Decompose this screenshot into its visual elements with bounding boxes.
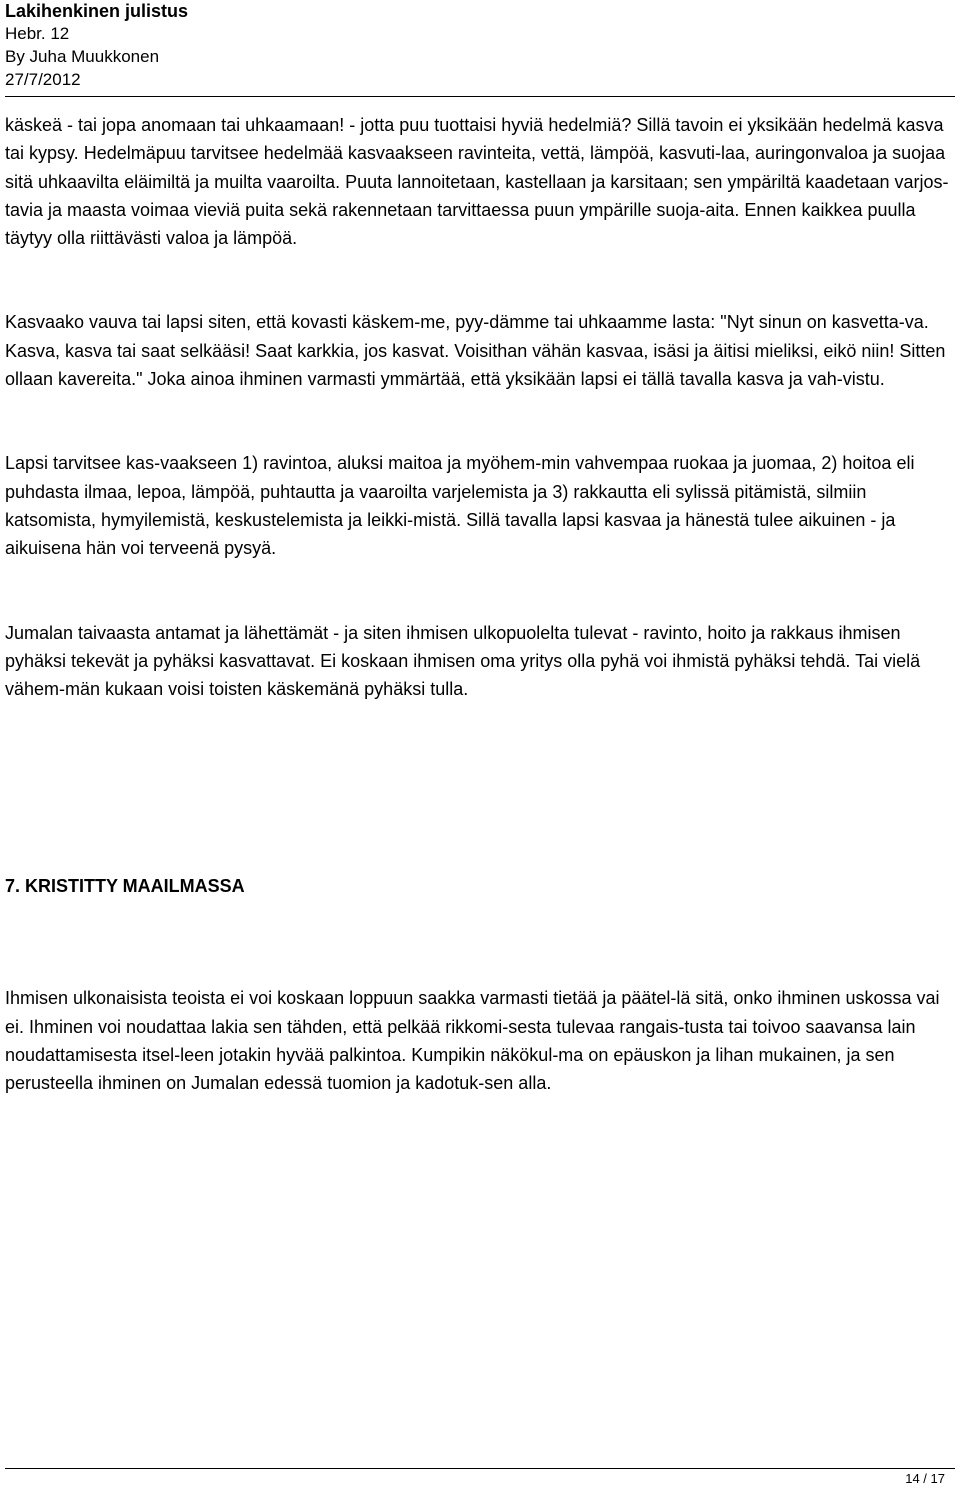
- page-header: [5, 0, 955, 91]
- document-title: Lakihenkinen julistus: [5, 1, 189, 21]
- paragraph-outward-deeds: Ihmisen ulkonaisista teoista ei voi koskaan loppuun saakka varmasti tietää ja päätel-lä sitä, onko ihminen uskossa vai ei. Ihminen voi noudattaa lakia sen tähden, että pelkää rikkomi-sesta tulevaa rangais-tusta tai toivoo saavansa lain noudattamisesta itsel-leen jotakin hyvää palkintoa. Kumpikin näkökul-ma on epäuskon ja lihan mukainen, ja sen perusteella ihminen on Jumalan edessä tuomion ja kadotuk-sen alla.: [5, 988, 940, 1094]
- paragraph-god-gifts: Jumalan taivaasta antamat ja lähettämät - ja siten ihmisen ulkopuolelta tulevat - ravinto, hoito ja rakkaus ihmisen pyhäksi tekevät ja pyhäksi kasvattavat. Ei koskaan ihmisen oma yritys olla pyhä voi ihmistä pyhäksi tehdä. Tai vielä vähem-män kukaan voisi toisten käskemänä pyhäksi tulla.: [5, 622, 921, 700]
- scripture-reference: Hebr. 12: [5, 24, 70, 43]
- page-number: 14 / 17: [905, 1471, 945, 1486]
- footer-divider: [5, 1468, 955, 1469]
- paragraph-child-needs: Lapsi tarvitsee kas-vaakseen 1) ravintoa, aluksi maitoa ja myöhem-min vahvempaa ruokaa ja juomaa, 2) hoitoa eli puhdasta ilmaa, lepoa, lämpöä, puhtautta ja vaaroilta varjelemista ja 3) rakkautta eli sylissä pitämistä, silmiin katsomista, hymyilemistä, keskustelemista ja leikki-mistä. Sillä tavalla lapsi kasvaa ja hänestä tulee aikuinen - ja aikuisena hän voi terveenä pysyä.: [5, 453, 915, 559]
- paragraph-fruit-tree: käskeä - tai jopa anomaan tai uhkaamaan! - jotta puu tuottaisi hyviä hedelmiä? Sillä tavoin ei yksikään hedelmä kasva tai kypsy. Hedelmäpuu tarvitsee hedelmää kasvaakseen ravinteita, vettä, lämpöä, kasvuti-laa, auringonvaloa ja suojaa sitä uhkaavilta eläimiltä ja muilta vaaroilta. Puuta lannoitetaan, kastellaan ja karsitaan; sen ympäriltä kaadetaan varjos-tavia ja maasta voimaa vieviä puita sekä rakennetaan tarvittaessa puun ympärille suoja-aita. Ennen kaikkea puulla täytyy olla riittävästi valoa ja lämpöä.: [5, 115, 949, 249]
- section-heading: 7. KRISTITTY MAAILMASSA: [5, 876, 245, 897]
- publication-date: 27/7/2012: [5, 70, 81, 89]
- paragraph-child-growth: Kasvaako vauva tai lapsi siten, että kovasti käskem-me, pyy-dämme tai uhkaamme lasta: "Nyt sinun on kasvetta-va. Kasva, kasva tai saat selkääsi! Saat karkkia, jos kasvat. Voisithan vähän kasvaa, isäsi ja äitisi mieliksi, eikö niin! Sitten ollaan kavereita." Joka ainoa ihminen varmasti ymmärtää, että yksikään lapsi ei tällä tavalla kasva ja vah-vistu.: [5, 312, 946, 390]
- document-body: [5, 111, 953, 1098]
- author-line: By Juha Muukkonen: [5, 47, 160, 66]
- header-divider: [5, 96, 955, 97]
